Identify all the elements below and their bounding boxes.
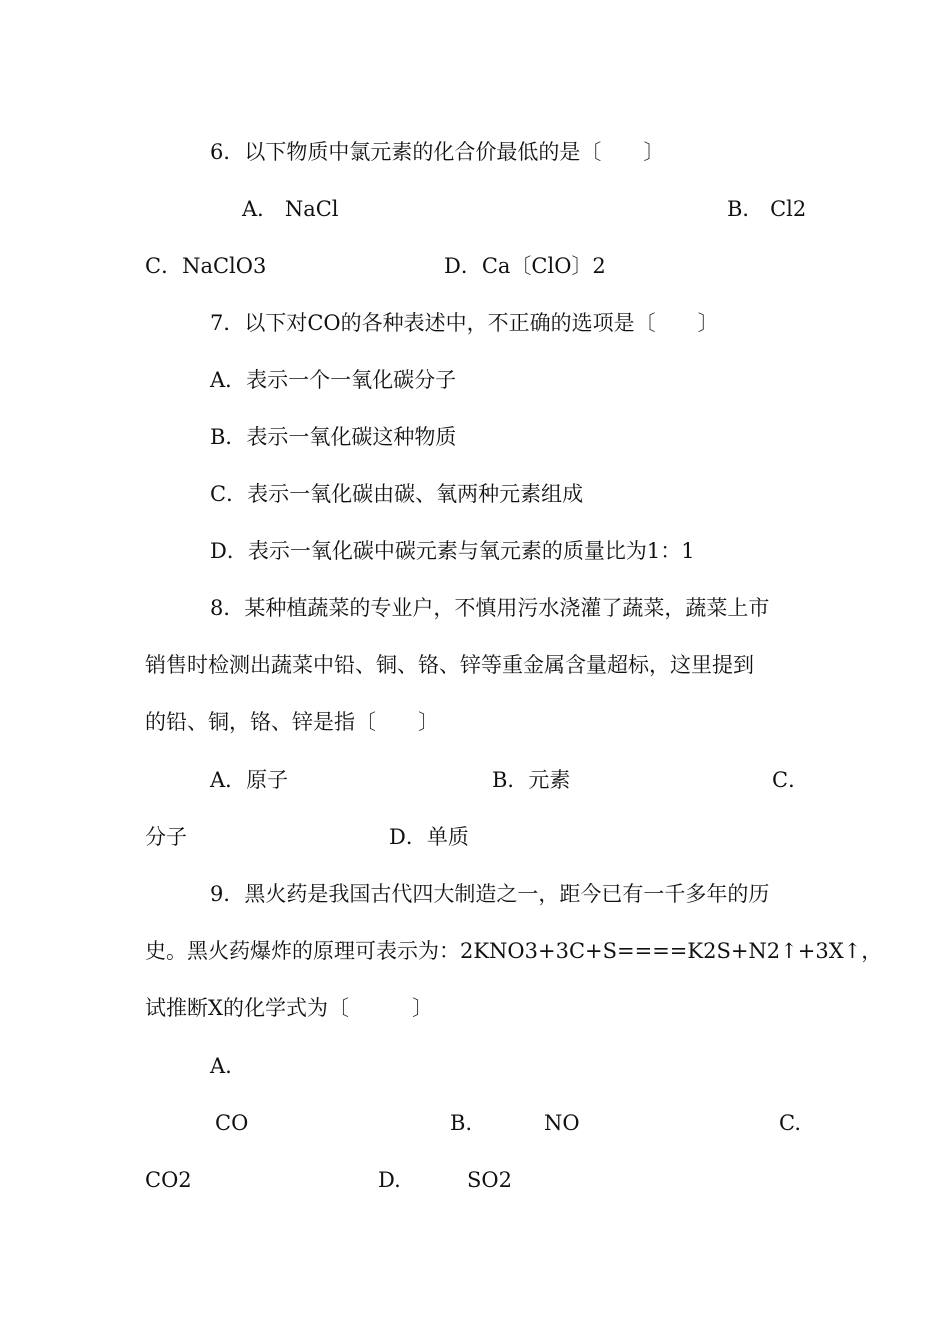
q7-option-b: B．表示一氧化碳这种物质 — [210, 425, 457, 449]
q6-option-b: B． Cl2 — [727, 197, 807, 221]
q7-option-a: A．表示一个一氧化碳分子 — [210, 368, 457, 392]
q9-stem-line1: 9．黑火药是我国古代四大制造之一，距今已有一千多年的历 — [210, 882, 770, 906]
q9-option-d-text: SO2 — [467, 1168, 512, 1192]
q9-option-b-text: NO — [544, 1111, 580, 1135]
q9-option-b-label: B. — [450, 1111, 473, 1135]
q8-option-c-label: C． — [772, 768, 810, 792]
q9-option-a-text: CO — [215, 1111, 249, 1135]
q8-stem-line3: 的铅、铜，铬、锌是指〔 〕 — [145, 710, 439, 734]
q8-option-b: B．元素 — [492, 768, 571, 792]
q6-option-c: C．NaClO3 — [145, 254, 267, 278]
q9-stem-line2: 史。黑火药爆炸的原理可表示为：2KNO3+3C+S====K2S+N2↑+3X↑， — [145, 939, 883, 963]
q9-option-c-label: C. — [779, 1111, 801, 1135]
q9-option-c-text: CO2 — [145, 1168, 192, 1192]
q6-stem: 6．以下物质中氯元素的化合价最低的是〔 〕 — [210, 140, 665, 164]
q8-option-d: D．单质 — [389, 825, 469, 849]
q8-stem-line2: 销售时检测出蔬菜中铅、铜、铬、锌等重金属含量超标，这里提到 — [145, 653, 754, 677]
q9-stem-line3: 试推断X的化学式为〔 〕 — [145, 996, 433, 1020]
q6-option-a: A． NaCl — [242, 197, 339, 221]
q6-option-d: D．Ca〔ClO〕2 — [444, 254, 606, 278]
q8-option-a: A．原子 — [210, 768, 289, 792]
q9-option-a-label: A. — [210, 1054, 232, 1078]
q7-option-c: C．表示一氧化碳由碳、氧两种元素组成 — [210, 482, 584, 506]
q8-stem-line1: 8．某种植蔬菜的专业户，不慎用污水浇灌了蔬菜，蔬菜上市 — [210, 596, 770, 620]
q7-option-d: D．表示一氧化碳中碳元素与氧元素的质量比为1：1 — [210, 539, 695, 563]
q7-stem: 7．以下对CO的各种表述中，不正确的选项是〔 〕 — [210, 311, 719, 335]
q8-option-c-text: 分子 — [145, 825, 187, 849]
q9-option-d-label: D. — [378, 1168, 401, 1192]
